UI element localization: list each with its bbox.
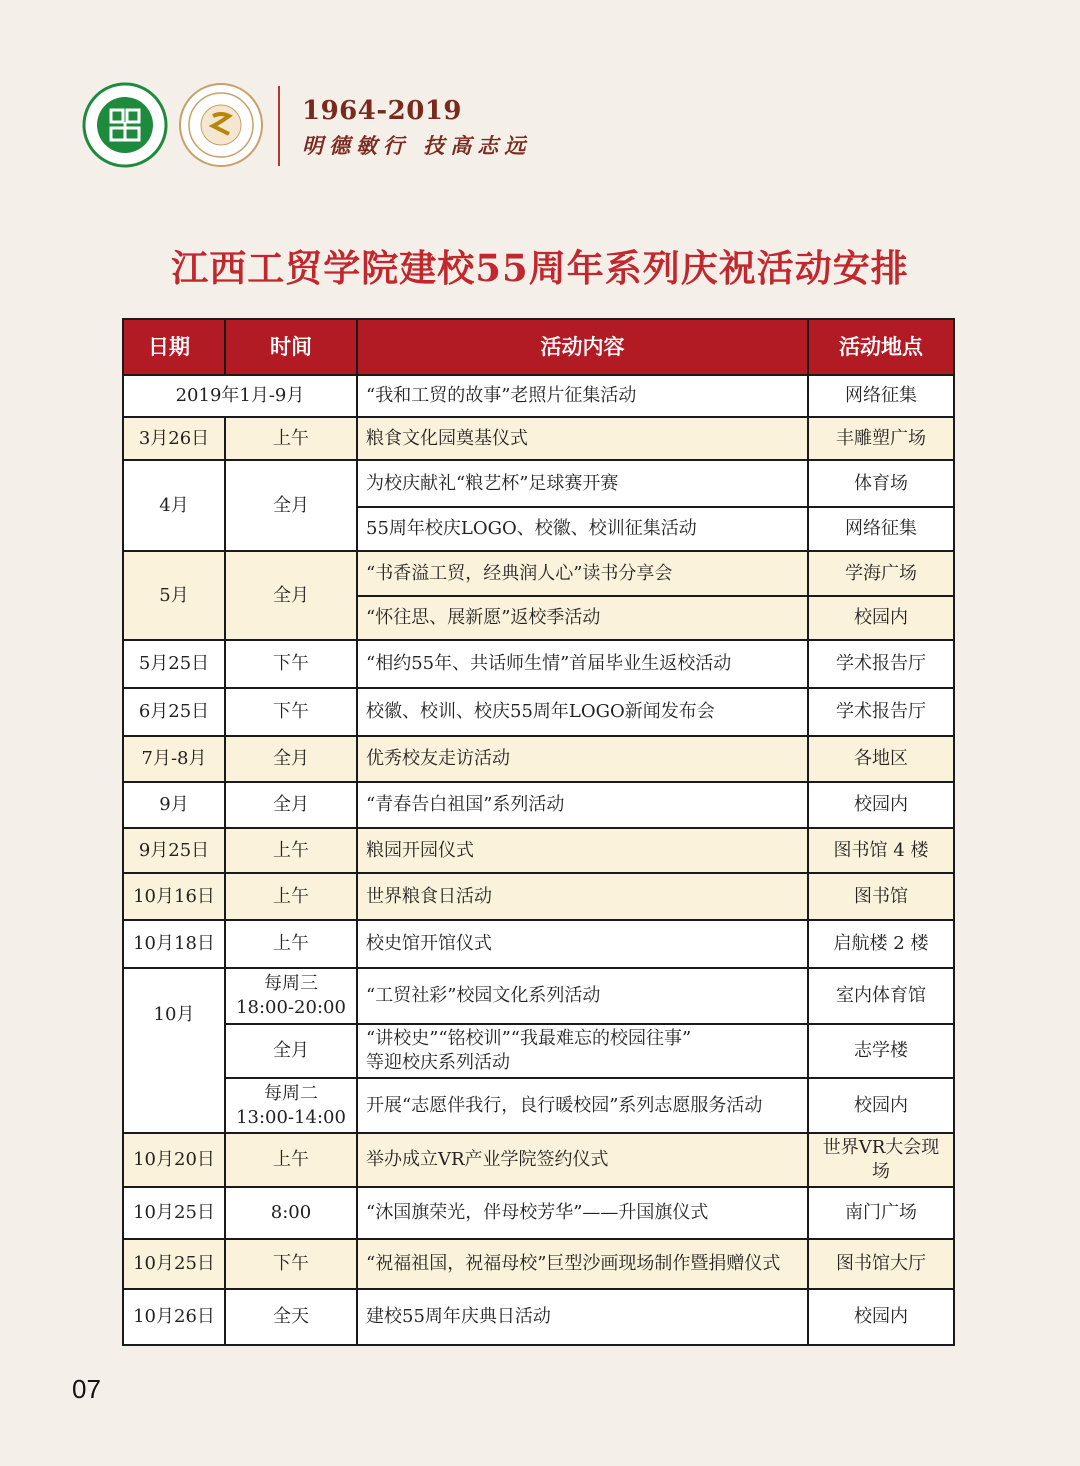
cell-content: “书香溢工贸，经典润人心”读书分享会 xyxy=(357,551,808,596)
cell-time: 下午 xyxy=(225,1239,357,1289)
cell-content xyxy=(357,1024,808,1078)
cell-time: 下午 xyxy=(225,688,357,736)
cell-time: 上午 xyxy=(225,828,357,873)
cell-date: 6月25日 xyxy=(123,688,225,736)
header-place: 活动地点 xyxy=(808,319,954,375)
cell-date: 9月25日 xyxy=(123,828,225,873)
header-date: 日期 xyxy=(123,319,225,375)
cell-content: 校史馆开馆仪式 xyxy=(357,920,808,968)
cell-place: 图书馆 xyxy=(808,873,954,920)
table-row xyxy=(123,736,954,782)
cell-content: 为校庆献礼“粮艺杯”足球赛开赛 xyxy=(357,460,808,507)
cell-date: 10月25日 xyxy=(123,1239,225,1289)
cell-time-hours: 18:00-20:00 xyxy=(236,997,346,1018)
cell-content: “青春告白祖国”系列活动 xyxy=(357,782,808,828)
cell-content: 世界粮食日活动 xyxy=(357,873,808,920)
cell-date: 5月 xyxy=(123,551,225,640)
table-row xyxy=(123,1133,954,1187)
cell-place: 校园内 xyxy=(808,1289,954,1345)
table-header-row xyxy=(123,319,954,375)
school-logo-green-icon xyxy=(82,82,168,168)
cell-time: 全天 xyxy=(225,1289,357,1345)
cell-place: 图书馆 4 楼 xyxy=(808,828,954,873)
table-row xyxy=(123,1078,954,1133)
school-logo-anniversary-icon xyxy=(178,82,264,168)
table-row xyxy=(123,417,954,460)
cell-place: 网络征集 xyxy=(808,507,954,551)
school-motto: 明德敏行 技高志远 xyxy=(302,133,532,158)
cell-place: 室内体育馆 xyxy=(808,968,954,1024)
cell-content: “我和工贸的故事”老照片征集活动 xyxy=(357,375,808,417)
cell-content: 建校55周年庆典日活动 xyxy=(357,1289,808,1345)
table-row xyxy=(123,968,954,1024)
cell-date: 9月 xyxy=(123,782,225,828)
cell-content: 校徽、校训、校庆55周年LOGO新闻发布会 xyxy=(357,688,808,736)
cell-place: 图书馆大厅 xyxy=(808,1239,954,1289)
cell-place: 网络征集 xyxy=(808,375,954,417)
cell-content: “祝福祖国，祝福母校”巨型沙画现场制作暨捐赠仪式 xyxy=(357,1239,808,1289)
cell-time: 全月 xyxy=(225,736,357,782)
table-row xyxy=(123,873,954,920)
cell-place: 启航楼 2 楼 xyxy=(808,920,954,968)
cell-place: 校园内 xyxy=(808,782,954,828)
header-time: 时间 xyxy=(225,319,357,375)
table-row xyxy=(123,1289,954,1345)
table-row xyxy=(123,782,954,828)
cell-place: 校园内 xyxy=(808,1078,954,1133)
cell-content: “工贸社彩”校园文化系列活动 xyxy=(357,968,808,1024)
cell-time: 8:00 xyxy=(225,1187,357,1239)
cell-content: “怀往思、展新愿”返校季活动 xyxy=(357,596,808,640)
header xyxy=(82,82,602,172)
cell-date: 2019年1月-9月 xyxy=(123,375,357,417)
cell-time: 全月 xyxy=(225,551,357,640)
cell-content: 粮食文化园奠基仪式 xyxy=(357,417,808,460)
table-row xyxy=(123,828,954,873)
table-row xyxy=(123,460,954,507)
cell-content: 55周年校庆LOGO、校徽、校训征集活动 xyxy=(357,507,808,551)
cell-place: 南门广场 xyxy=(808,1187,954,1239)
page-title: 江西工贸学院建校55周年系列庆祝活动安排 xyxy=(171,246,909,290)
cell-date: 5月25日 xyxy=(123,640,225,688)
cell-date: 10月18日 xyxy=(123,920,225,968)
anniversary-years: 1964-2019 xyxy=(302,96,463,126)
cell-date: 7月-8月 xyxy=(123,736,225,782)
table-row xyxy=(123,375,954,417)
cell-date: 3月26日 xyxy=(123,417,225,460)
cell-date: 10月26日 xyxy=(123,1289,225,1345)
schedule-table xyxy=(122,318,955,1346)
cell-place: 校园内 xyxy=(808,596,954,640)
cell-content: 粮园开园仪式 xyxy=(357,828,808,873)
cell-content: “相约55年、共话师生情”首届毕业生返校活动 xyxy=(357,640,808,688)
cell-time: 上午 xyxy=(225,920,357,968)
cell-time xyxy=(225,1078,357,1133)
cell-content-line2: 等迎校庆系列活动 xyxy=(366,1052,510,1073)
table-row xyxy=(123,551,954,596)
header-divider xyxy=(278,86,280,166)
cell-place: 丰雕塑广场 xyxy=(808,417,954,460)
cell-place: 学术报告厅 xyxy=(808,640,954,688)
cell-date: 10月 xyxy=(123,968,225,1133)
table-row xyxy=(123,920,954,968)
cell-time: 全月 xyxy=(225,782,357,828)
table-row xyxy=(123,1024,954,1078)
cell-place: 体育场 xyxy=(808,460,954,507)
cell-time: 全月 xyxy=(225,1024,357,1078)
cell-time-hours: 13:00-14:00 xyxy=(236,1106,346,1128)
cell-place: 各地区 xyxy=(808,736,954,782)
page-number: 07 xyxy=(72,1374,101,1404)
cell-date: 10月20日 xyxy=(123,1133,225,1187)
cell-place: 志学楼 xyxy=(808,1024,954,1078)
cell-content: 举办成立VR产业学院签约仪式 xyxy=(357,1133,808,1187)
cell-date: 4月 xyxy=(123,460,225,551)
cell-time-day: 每周二 xyxy=(264,1082,318,1104)
cell-content: 开展“志愿伴我行，良行暖校园”系列志愿服务活动 xyxy=(357,1078,808,1133)
cell-place: 学海广场 xyxy=(808,551,954,596)
table-row xyxy=(123,1187,954,1239)
cell-content: “沐国旗荣光，伴母校芳华”——升国旗仪式 xyxy=(357,1187,808,1239)
cell-content: 优秀校友走访活动 xyxy=(357,736,808,782)
cell-time xyxy=(225,968,357,1024)
header-content: 活动内容 xyxy=(357,319,808,375)
cell-time: 上午 xyxy=(225,417,357,460)
table-row xyxy=(123,688,954,736)
cell-place: 世界VR大会现场 xyxy=(808,1133,954,1187)
cell-date: 10月16日 xyxy=(123,873,225,920)
table-row xyxy=(123,640,954,688)
cell-place: 学术报告厅 xyxy=(808,688,954,736)
table-row xyxy=(123,1239,954,1289)
cell-time: 上午 xyxy=(225,873,357,920)
cell-time: 上午 xyxy=(225,1133,357,1187)
cell-time-day: 每周三 xyxy=(264,973,318,994)
cell-date: 10月25日 xyxy=(123,1187,225,1239)
cell-content-line1: “讲校史”“铭校训”“我最难忘的校园往事” xyxy=(366,1028,692,1049)
cell-time: 全月 xyxy=(225,460,357,551)
cell-time: 下午 xyxy=(225,640,357,688)
